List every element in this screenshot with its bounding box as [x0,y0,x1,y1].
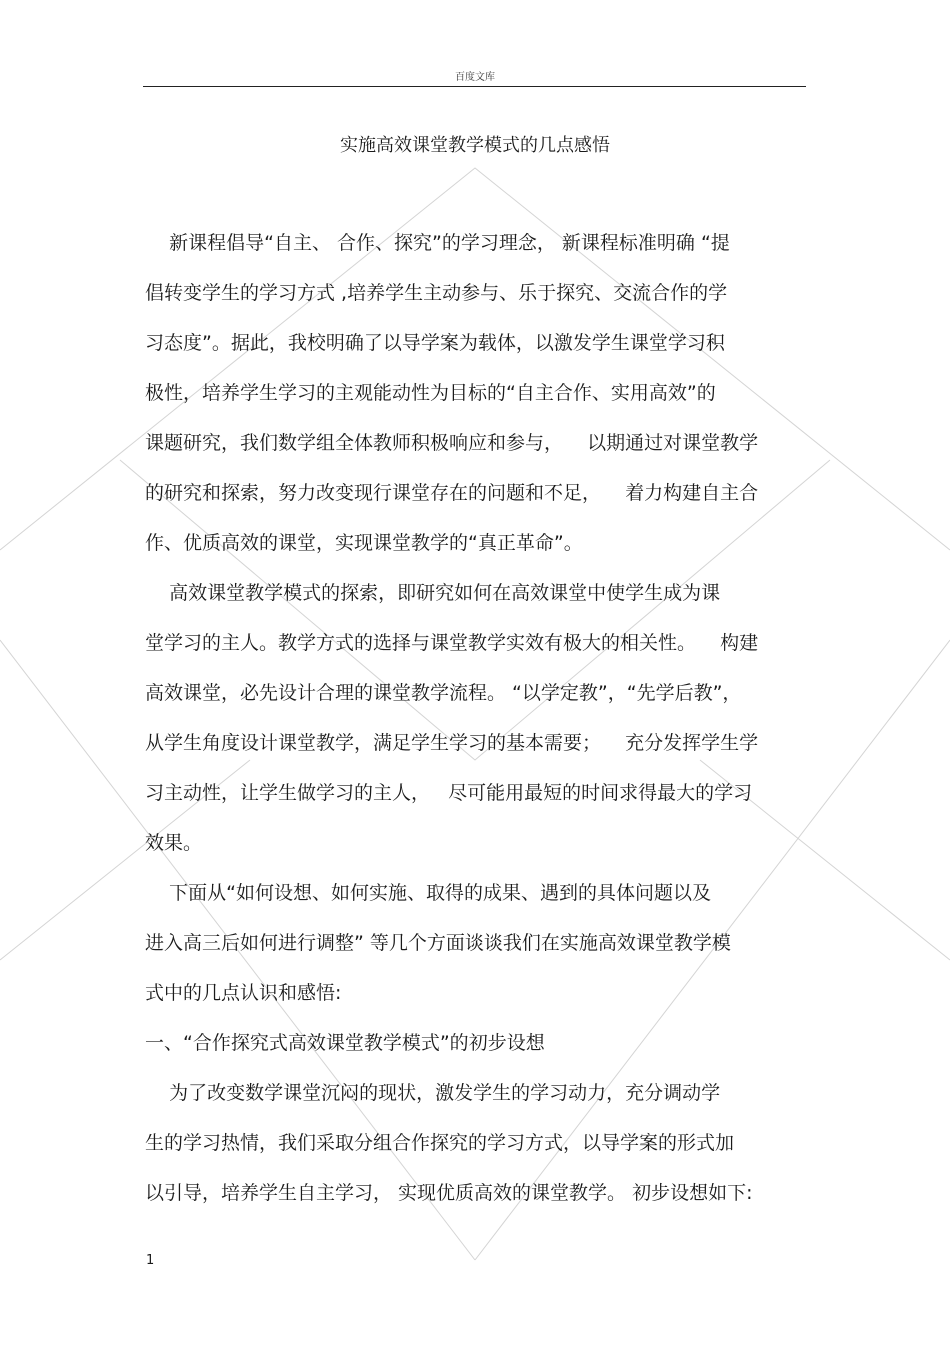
body-line: 堂学习的主人。教学方式的选择与课堂教学实效有极大的相关性。 构建 [145,632,759,654]
body-line: 新课程倡导“自主、 合作、探究”的学习理念， 新课程标准明确 “提 [145,232,730,254]
body-line: 一、“合作探究式高效课堂教学模式”的初步设想 [145,1032,545,1054]
body-line: 以引导，培养学生自主学习， 实现优质高效的课堂教学。 初步设想如下: [145,1182,753,1204]
body-line: 课题研究，我们数学组全体教师积极响应和参与， 以期通过对课堂教学 [145,432,759,454]
body-line: 效果。 [145,832,203,854]
header-rule [143,86,806,87]
body-line: 生的学习热情，我们采取分组合作探究的学习方式，以导学案的形式加 [145,1132,735,1154]
header-label: 百度文库 [455,72,495,83]
body-line: 为了改变数学课堂沉闷的现状，激发学生的学习动力，充分调动学 [145,1082,721,1104]
body-line: 下面从“如何设想、如何实施、取得的成果、遇到的具体问题以及 [145,882,712,904]
body-line: 作、优质高效的课堂，实现课堂教学的“真正革命”。 [145,532,583,554]
page-number: 1 [146,1253,155,1268]
body-line: 高效课堂教学模式的探索，即研究如何在高效课堂中使学生成为课 [145,582,721,604]
body-line: 式中的几点认识和感悟: [145,982,342,1004]
body-line: 习态度”。据此，我校明确了以导学案为载体，以激发学生课堂学习积 [145,332,725,354]
body-line: 极性，培养学生学习的主观能动性为目标的“自主合作、实用高效”的 [145,382,716,404]
body-line: 进入高三后如何进行调整” 等几个方面谈谈我们在实施高效课堂教学模 [145,932,731,954]
body-line: 从学生角度设计课堂教学，满足学生学习的基本需要； 充分发挥学生学 [145,732,759,754]
body-line: 高效课堂，必先设计合理的课堂教学流程。 “以学定教”，“先学后教”， [145,682,742,704]
body-line: 倡转变学生的学习方式 ,培养学生主动参与、乐于探究、交流合作的学 [145,282,728,304]
body-line: 的研究和探索，努力改变现行课堂存在的问题和不足， 着力构建自主合 [145,482,759,504]
document-title: 实施高效课堂教学模式的几点感悟 [340,135,610,156]
body-line: 习主动性，让学生做学习的主人， 尽可能用最短的时间求得最大的学习 [145,782,753,804]
